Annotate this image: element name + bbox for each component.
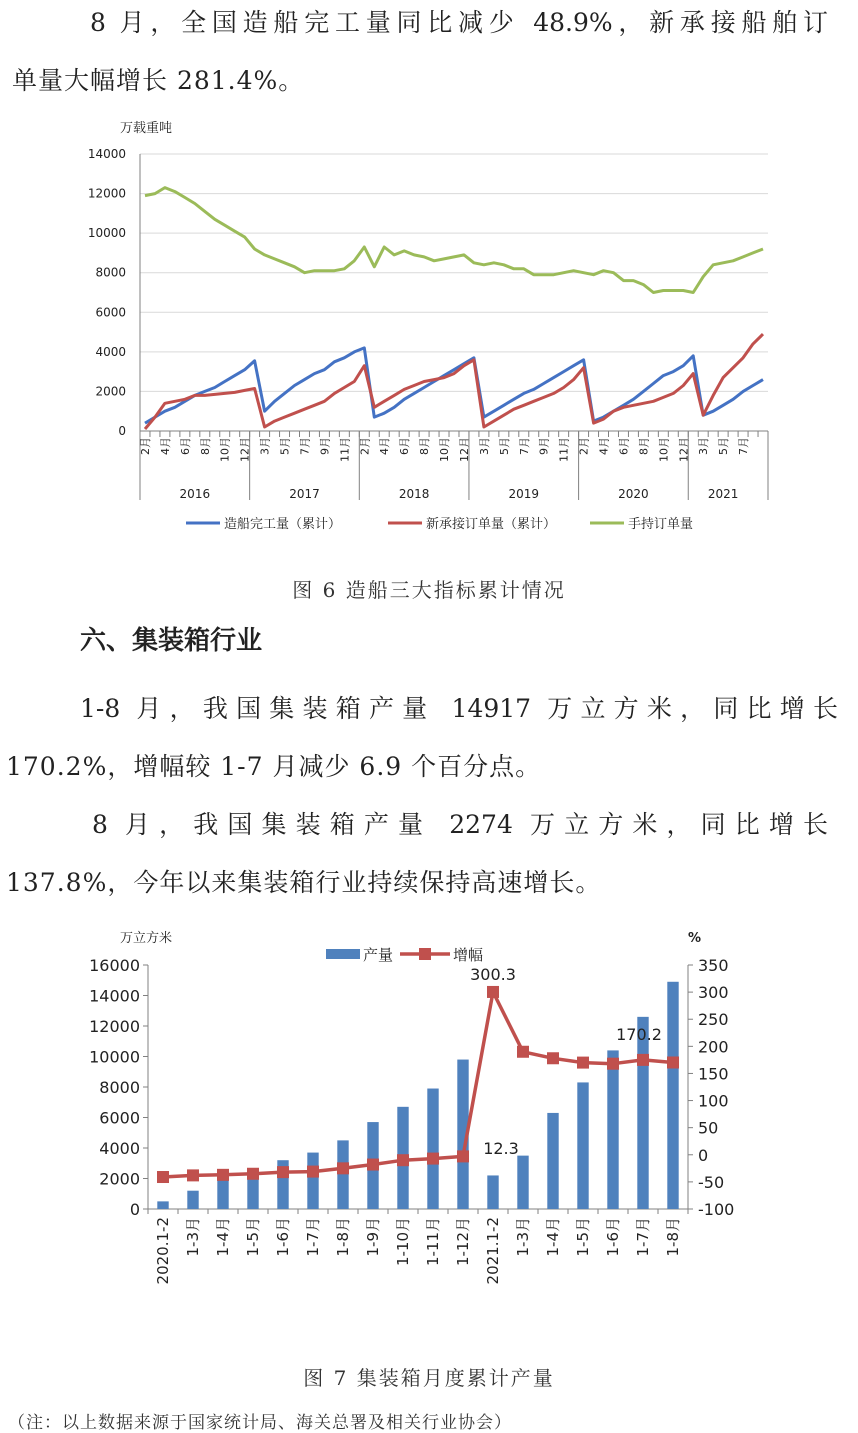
growth-marker	[487, 986, 499, 998]
growth-marker	[367, 1159, 379, 1171]
y-tick-label: 10000	[87, 226, 126, 241]
bar	[187, 1191, 198, 1209]
legend-swatch-marker	[419, 948, 431, 960]
x-tick-label: 1-10月	[394, 1217, 412, 1267]
growth-marker	[427, 1153, 439, 1165]
y-tick-label: 0	[129, 1200, 140, 1219]
y-tick-label: 6000	[99, 1108, 140, 1128]
x-tick-label: 11月	[557, 437, 571, 462]
x-tick-label: 5月	[497, 437, 511, 455]
y-tick-label: 2000	[99, 1169, 140, 1189]
bar	[217, 1179, 228, 1210]
y-tick-label: 2000	[95, 384, 126, 399]
growth-marker	[337, 1162, 349, 1174]
series-line	[145, 334, 763, 429]
y2-tick-label: 300	[698, 983, 729, 1003]
bar	[337, 1140, 348, 1209]
y2-tick-label: 100	[698, 1091, 729, 1111]
y2-tick-label: 350	[698, 956, 729, 975]
figure6-caption: 图 6 造船三大指标累计情况	[292, 578, 566, 602]
y-tick-label: 10000	[89, 1047, 140, 1067]
x-tick-label: 1-5月	[574, 1217, 592, 1257]
y2-tick-label: -100	[698, 1200, 735, 1219]
text-line: 1-8 月，我国集装箱产量 14917 万立方米，同比增长	[80, 694, 838, 723]
growth-marker	[397, 1154, 409, 1166]
y-axis-label: 万立方米	[120, 931, 173, 946]
y2-tick-label: 200	[698, 1037, 729, 1057]
growth-marker	[157, 1171, 169, 1183]
x-tick-label: 1-8月	[664, 1217, 682, 1257]
x-tick-label: 8月	[418, 437, 432, 455]
x-tick-label: 10月	[657, 437, 671, 462]
paragraph-shipbuilding	[0, 0, 858, 110]
y-tick-label: 0	[118, 424, 126, 438]
growth-marker	[577, 1057, 589, 1069]
x-tick-label: 4月	[378, 437, 392, 455]
growth-marker	[307, 1166, 319, 1178]
year-label: 2019	[508, 487, 540, 501]
paragraph-container-output	[0, 680, 858, 796]
bar	[667, 982, 678, 1209]
bar	[307, 1153, 318, 1209]
x-tick-label: 1-7月	[634, 1217, 652, 1257]
bar	[607, 1050, 618, 1209]
bar	[517, 1156, 528, 1209]
x-tick-label: 1-6月	[604, 1217, 622, 1257]
y-tick-label: 14000	[87, 147, 126, 161]
x-tick-label: 5月	[717, 437, 731, 455]
x-tick-label: 11月	[338, 437, 352, 462]
legend-label: 新承接订单量（累计）	[426, 517, 557, 532]
x-tick-label: 8月	[637, 437, 651, 455]
x-tick-label: 1-11月	[424, 1217, 442, 1267]
y2-tick-label: 50	[698, 1118, 719, 1138]
growth-marker	[667, 1056, 679, 1068]
x-tick-label: 2月	[577, 437, 591, 455]
x-tick-label: 9月	[537, 437, 551, 455]
year-label: 2020	[618, 487, 649, 501]
x-tick-label: 1-3月	[514, 1217, 532, 1257]
x-tick-label: 7月	[298, 437, 312, 455]
section-heading: 六、集装箱行业	[80, 626, 263, 656]
x-tick-label: 3月	[258, 437, 272, 455]
x-tick-label: 1-12月	[454, 1217, 472, 1267]
x-tick-label: 12月	[457, 437, 471, 462]
y2-axis-label: %	[688, 931, 702, 946]
x-tick-label: 6月	[398, 437, 412, 455]
series-line	[145, 348, 763, 423]
legend-label: 增幅	[453, 946, 484, 964]
paragraph-container-august	[0, 796, 858, 912]
x-tick-label: 1-9月	[364, 1217, 382, 1257]
series-line	[145, 188, 763, 293]
growth-marker	[277, 1166, 289, 1178]
y-tick-label: 4000	[95, 344, 126, 359]
x-tick-label: 1-4月	[544, 1217, 562, 1257]
x-tick-label: 3月	[697, 437, 711, 455]
year-label: 2021	[707, 487, 739, 501]
y-tick-label: 16000	[89, 956, 140, 975]
container-bar-line-chart	[0, 920, 858, 1300]
data-label: 170.2	[616, 1024, 662, 1044]
data-label: 300.3	[470, 964, 516, 984]
text-line: 8 月，我国集装箱产量 2274 万立方米，同比增长	[92, 810, 828, 839]
figure7-caption: 图 7 集装箱月度累计产量	[303, 1366, 555, 1390]
x-tick-label: 2月	[138, 437, 152, 455]
growth-marker	[607, 1058, 619, 1070]
x-tick-label: 1-3月	[184, 1217, 202, 1257]
growth-marker	[457, 1150, 469, 1162]
bar	[637, 1017, 648, 1209]
year-label: 2018	[398, 487, 430, 501]
y-axis-label: 万载重吨	[120, 121, 173, 136]
legend-label: 手持订单量	[628, 517, 694, 532]
x-tick-label: 7月	[737, 437, 751, 455]
growth-marker	[637, 1054, 649, 1066]
footnote: （注：以上数据来源于国家统计局、海关总署及相关行业协会）	[8, 1413, 512, 1433]
legend-label: 产量	[363, 946, 394, 964]
x-tick-label: 2020.1-2	[154, 1217, 172, 1285]
y2-tick-label: 250	[698, 1010, 729, 1030]
x-tick-label: 8月	[198, 437, 212, 455]
x-tick-label: 5月	[278, 437, 292, 455]
bar	[427, 1089, 438, 1209]
y-tick-label: 12000	[89, 1017, 140, 1036]
bar	[577, 1082, 588, 1209]
growth-marker	[517, 1046, 529, 1058]
text-line: 8 月，全国造船完工量同比减少 48.9%，新承接船舶订	[90, 8, 828, 37]
x-tick-label: 7月	[517, 437, 531, 455]
x-tick-label: 4月	[597, 437, 611, 455]
x-tick-label: 1-8月	[334, 1217, 352, 1257]
x-tick-label: 10月	[218, 437, 232, 462]
x-tick-label: 1-5月	[244, 1217, 262, 1257]
y2-tick-label: -50	[698, 1172, 725, 1192]
legend-swatch-bar	[326, 949, 360, 959]
bar	[547, 1113, 558, 1209]
growth-marker	[547, 1052, 559, 1064]
year-label: 2016	[179, 487, 211, 501]
text-line: 137.8%，今年以来集装箱行业持续保持高速增长。	[6, 868, 602, 897]
growth-line	[163, 992, 673, 1177]
y-tick-label: 4000	[99, 1139, 140, 1158]
y-tick-label: 8000	[99, 1078, 140, 1097]
x-tick-label: 2月	[358, 437, 372, 455]
y-tick-label: 12000	[87, 186, 126, 201]
x-tick-label: 6月	[617, 437, 631, 455]
growth-marker	[247, 1168, 259, 1180]
y-tick-label: 14000	[89, 986, 140, 1006]
y-tick-label: 6000	[95, 305, 126, 320]
bar	[487, 1175, 498, 1209]
x-tick-label: 6月	[178, 437, 192, 455]
bar	[157, 1201, 168, 1209]
x-tick-label: 1-4月	[214, 1217, 232, 1257]
shipbuilding-line-chart	[0, 110, 858, 550]
y-tick-label: 8000	[95, 265, 126, 280]
year-label: 2017	[289, 487, 320, 501]
data-label: 12.3	[483, 1139, 519, 1159]
x-tick-label: 12月	[238, 437, 252, 462]
x-tick-label: 4月	[158, 437, 172, 455]
x-tick-label: 1-7月	[304, 1217, 322, 1257]
x-tick-label: 9月	[318, 437, 332, 455]
growth-marker	[187, 1169, 199, 1181]
legend-label: 造船完工量（累计）	[224, 517, 342, 532]
y2-tick-label: 0	[698, 1145, 709, 1165]
x-tick-label: 2021.1-2	[484, 1217, 502, 1285]
growth-marker	[217, 1169, 229, 1181]
x-tick-label: 1-6月	[274, 1217, 292, 1257]
x-tick-label: 12月	[677, 437, 691, 462]
y2-tick-label: 150	[698, 1064, 729, 1084]
text-line: 单量大幅增长 281.4%。	[12, 66, 305, 95]
x-tick-label: 10月	[438, 437, 452, 462]
x-tick-label: 3月	[477, 437, 491, 455]
text-line: 170.2%，增幅较 1-7 月减少 6.9 个百分点。	[6, 752, 542, 781]
